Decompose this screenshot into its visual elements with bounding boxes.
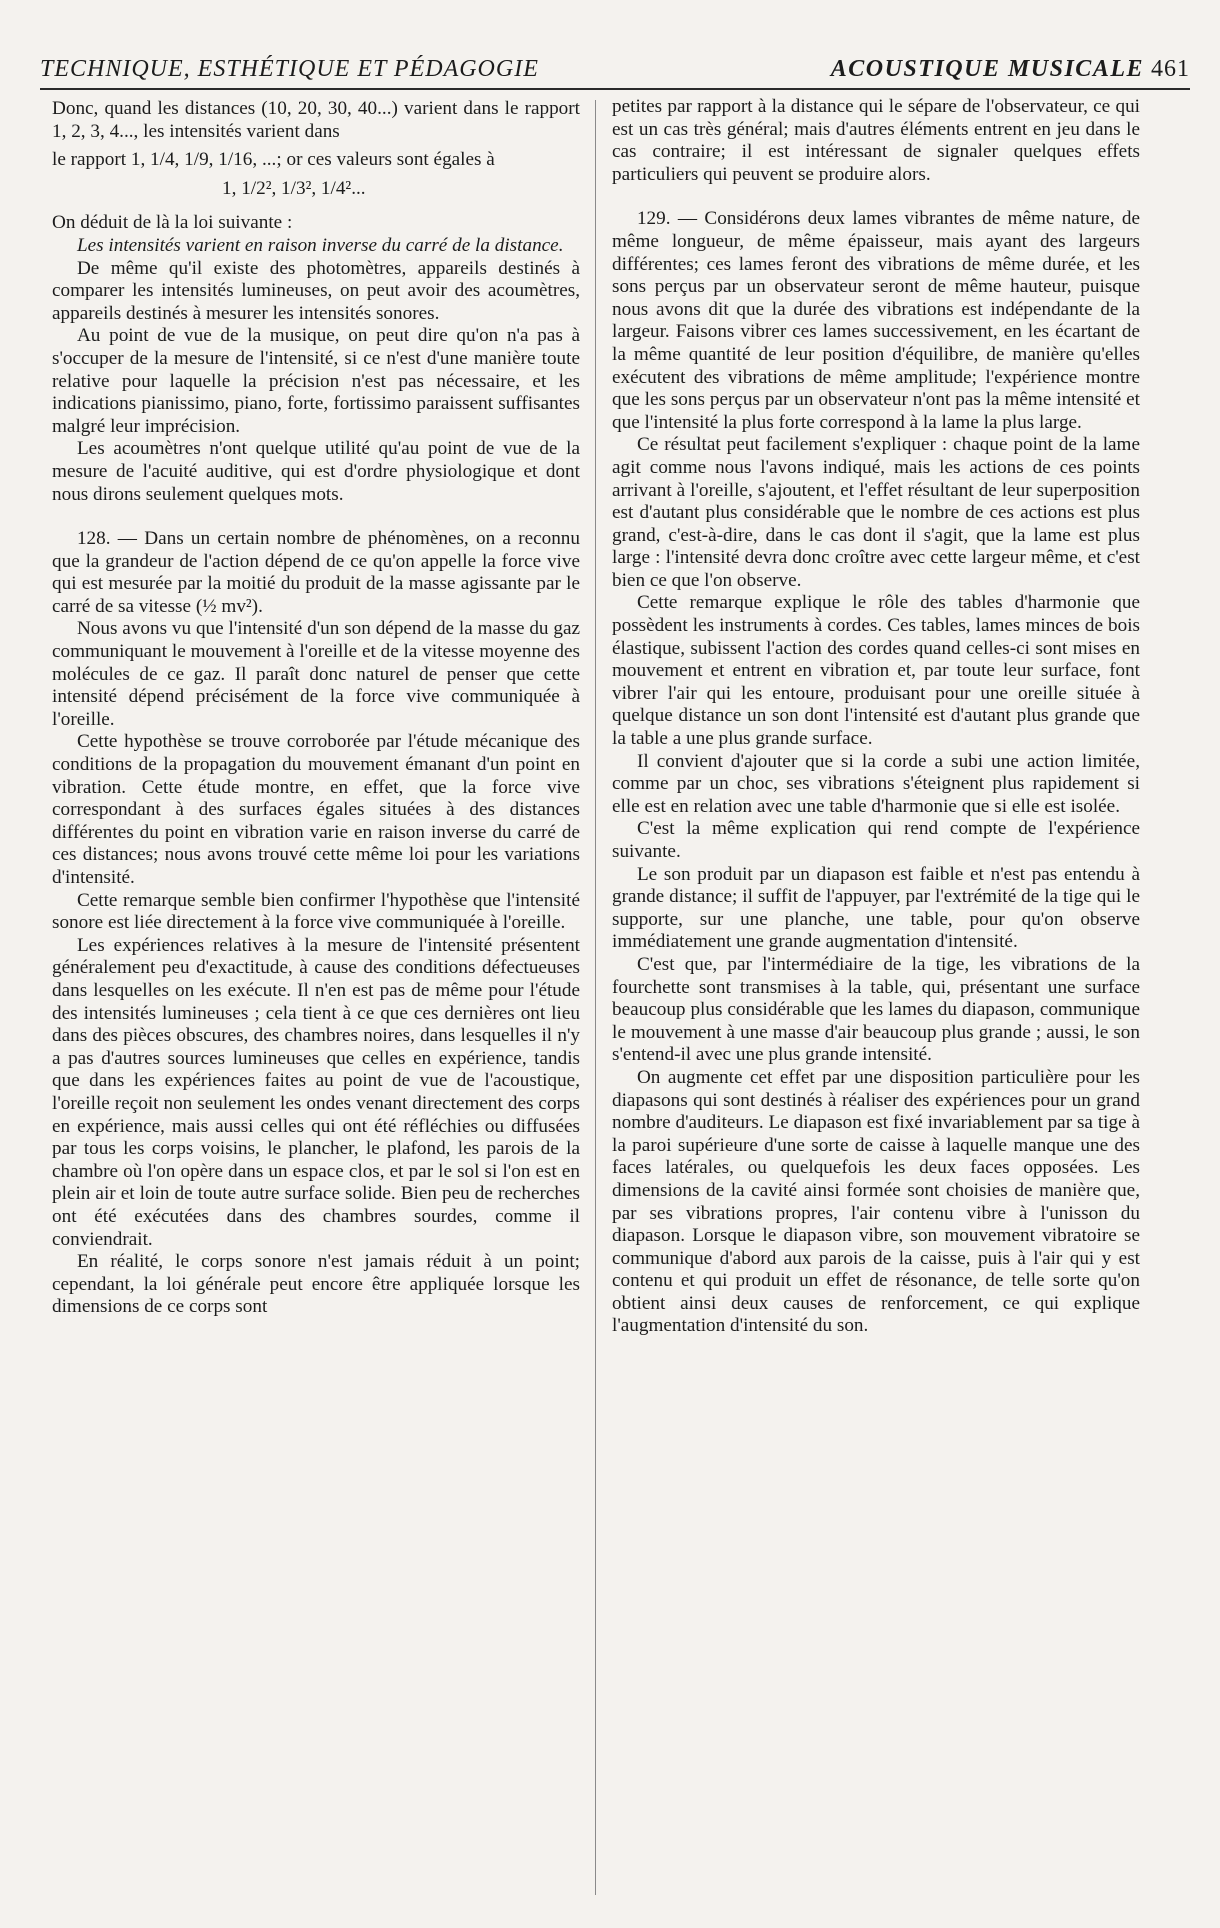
section-128: 128. — Dans un certain nombre de phénomènes, on a reconnu que la grandeur de l'action dépend de ce qu'on appelle la force vive qui est mesurée par la moitié du produit de la masse agissante par le carré de sa vitesse (½ mv²). (52, 528, 580, 617)
paragraph: Donc, quand les distances (10, 20, 30, 40...) varient dans le rapport 1, 2, 3, 4..., les intensités varient dans (52, 98, 580, 142)
math-expression (52, 149, 580, 200)
paragraph: Cette remarque explique le rôle des tables d'harmonie que possèdent les instruments à cordes. Ces tables, lames minces de bois élastique, subissent l'action des cordes quand celles-ci sont mises en mouvement et entrent en vibration et, par toute leur surface, font vibrer l'air qui les entoure, produisant pour une oreille située à quelque distance un son dont l'intensité est d'autant plus grande que la table a une plus grande surface. (612, 592, 1140, 750)
paragraph: Les expériences relatives à la mesure de l'intensité présentent généralement peu d'exactitude, à cause des conditions défectueuses dans lesquelles on les exécute. Il n'en est pas de même pour l'étude des intensités lumineuses ; cela tient à ce que ces dernières ont lieu dans des pièces obscures, des chambres noires, dans lesquelles il n'y a pas d'autres sources lumineuses que celles en expérience, tandis que dans les expériences faites au point de vue de l'acoustique, l'oreille reçoit non seulement les ondes venant directement des corps en expérience, mais aussi celles qui ont été réfléchies ou diffusées par tous les corps voisins, le plancher, le plafond, les parois de la chambre où l'on opère dans un espace clos, et par le sol si l'on est en plein air et loin de toute autre surface solide. Bien peu de recherches ont été exécutées dans des chambres sourdes, comme il conviendrait. (52, 934, 580, 1250)
left-column (52, 98, 580, 1319)
paragraph: Nous avons vu que l'intensité d'un son dépend de la masse du gaz communiquant le mouvement à l'oreille et de la vitesse moyenne des molécules de ce gaz. Il paraît donc naturel de penser que cette intensité dépend précisément de la force vive communiquée à l'oreille. (52, 618, 580, 730)
paragraph: On déduit de là la loi suivante : (52, 212, 293, 234)
paragraph: Ce résultat peut facilement s'expliquer : chaque point de la lame agit comme nous l'avons indiqué, mais les actions de ces points arrivant à l'oreille, s'ajoutent, et l'effet résultant de leur superposition est d'autant plus considérable que le nombre de ces actions est plus grand, c'est-à-dire, dans le cas dont il s'agit, que la lame est plus large : l'intensité devra donc croître avec cette largeur même, et c'est bien ce que l'on observe. (612, 434, 1140, 591)
section-129: 129. — Considérons deux lames vibrantes de même nature, de même longueur, de même épaisseur, mais ayant des largeurs différentes; ces lames feront des vibrations de même durée, et les sons perçus par un observateur seront de même hauteur, puisque nous avons dit que la durée des vibrations est indépendante de la largeur. Faisons vibrer ces lames successivement, en les écartant de la même quantité de leur position d'équilibre, de manière qu'elles exécutent des vibrations de même amplitude; l'expérience montre que les sons perçus par un observateur n'ont pas la même intensité et que l'intensité la plus forte correspond à la lame la plus large. (612, 208, 1140, 433)
paragraph: Cette remarque semble bien confirmer l'hypothèse que l'intensité sonore est liée directement à la force vive communiquée à l'oreille. (52, 889, 580, 934)
math-line: le rapport 1, 1/4, 1/9, 1/16, ...; or ces valeurs sont égales à (52, 149, 495, 171)
paragraph: En réalité, le corps sonore n'est jamais réduit à un point; cependant, la loi générale peut encore être appliquée lorsque les dimensions de ce corps sont (52, 1251, 580, 1318)
paragraph: Le son produit par un diapason est faible et n'est pas entendu à grande distance; il suffit de l'appuyer, par l'extrémité de la tige qui le supporte, sur une planche, une table, pour qu'on observe immédiatement une grande augmentation d'intensité. (612, 863, 1140, 953)
page-number: 461 (1151, 56, 1190, 82)
paragraph: Les acoumètres n'ont quelque utilité qu'au point de vue de la mesure de l'acuité auditive, qui est d'ordre physiologique et dont nous dirons seulement quelques mots. (52, 438, 580, 505)
column-divider (595, 100, 596, 1895)
right-column (612, 96, 1140, 1338)
header-right-title: ACOUSTIQUE MUSICALE (830, 56, 1144, 82)
paragraph: C'est la même explication qui rend compte de l'expérience suivante. (612, 818, 1140, 862)
paragraph: Il convient d'ajouter que si la corde a subi une action limitée, comme par un choc, ses vibrations s'éteignent plus rapidement si elle est en relation avec une table d'harmonie que si elle est isolée. (612, 750, 1140, 817)
paragraph: Cette hypothèse se trouve corroborée par l'étude mécanique des conditions de la propagation du mouvement émanant d'un point en vibration. Cette étude montre, en effet, que la force vive correspondant à des surfaces égales situées à des distances différentes du point en vibration varie en raison inverse du carré de ces distances; nous avons trouvé cette même loi pour les variations d'intensité. (52, 731, 580, 888)
paragraph: C'est que, par l'intermédiaire de la tige, les vibrations de la fourchette sont transmises à la table, qui, présentant une surface beaucoup plus considérable que les lames du diapason, communique le mouvement à une masse d'air beaucoup plus grande ; aussi, le son s'entend-il avec une plus grande intensité. (612, 953, 1140, 1066)
paragraph: On augmente cet effet par une disposition particulière pour les diapasons qui sont destinés à réaliser des expériences pour un grand nombre d'auditeurs. Le diapason est fixé invariablement par sa tige à la paroi supérieure d'une sorte de caisse à laquelle manque une des faces latérales, ou quelquefois les deux faces opposées. Les dimensions de la cavité ainsi formée sont choisies de manière que, par ses vibrations propres, l'air contenu vibre à l'unisson du diapason. Lorsque le diapason vibre, son mouvement vibratoire se communique d'abord aux parois de la caisse, puis à l'air qui y est contenu et qui produit un effet de résonance, de telle sorte qu'on obtient ainsi deux causes de renforcement, ce qui explique l'augmentation d'intensité du son. (612, 1066, 1140, 1337)
math-line: 1, 1/2², 1/3², 1/4²... (222, 177, 366, 199)
running-header (40, 54, 1190, 90)
paragraph: petites par rapport à la distance qui le sépare de l'observateur, ce qui est un cas très général; mais d'autres éléments entrent en jeu dans le cas contraire; il est intéressant de signaler quelques effets particuliers qui peuvent se produire alors. (612, 96, 1140, 185)
law-statement: Les intensités varient en raison inverse du carré de la distance. (76, 234, 564, 256)
paragraph: De même qu'il existe des photomètres, appareils destinés à comparer les intensités lumineuses, on peut avoir des acoumètres, appareils destinés à mesurer les intensités sonores. (52, 257, 580, 324)
header-left-title: TECHNIQUE, ESTHÉTIQUE ET PÉDAGOGIE (40, 56, 539, 82)
paragraph: Au point de vue de la musique, on peut dire qu'on n'a pas à s'occuper de la mesure de l'intensité, si ce n'est d'une manière toute relative pour laquelle la précision n'est pas nécessaire, et les indications pianissimo, piano, forte, fortissimo paraissent suffisantes malgré leur imprécision. (52, 325, 580, 437)
